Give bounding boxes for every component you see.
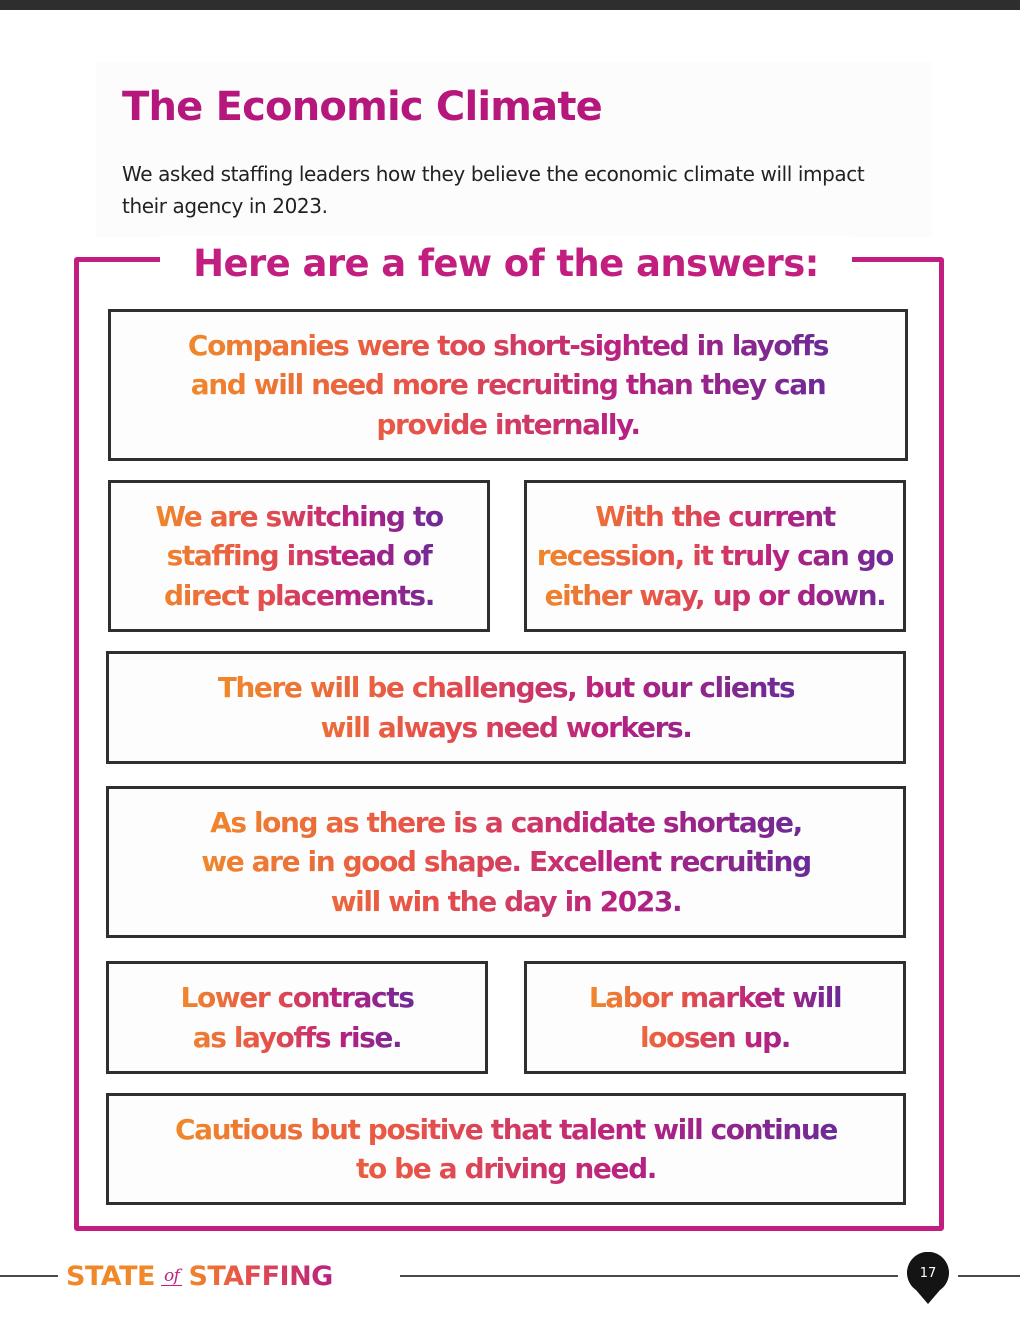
quote-line: will always need workers. — [320, 710, 692, 744]
answer-quote — [155, 497, 442, 616]
quote-line: We are switching to — [155, 499, 443, 533]
answer-quote — [175, 1110, 837, 1189]
answers-heading: Here are a few of the answers: — [193, 241, 819, 285]
quote-line: we are in good shape. Excellent recruiting — [201, 845, 811, 879]
quote-line: Lower contracts — [180, 981, 414, 1014]
answer-card-3 — [524, 480, 906, 632]
quote-line: loosen up. — [639, 1020, 791, 1054]
quote-line: Companies were too short-sighted in layoffs — [187, 328, 829, 362]
answer-card-6 — [106, 961, 488, 1074]
logo-word-of: of — [161, 1267, 183, 1286]
top-bar — [0, 0, 1020, 10]
intro-text: We asked staffing leaders how they believe the economic climate will impact their agency in 2023. — [122, 162, 865, 218]
quote-line: will win the day in 2023. — [330, 884, 682, 918]
answer-quote — [218, 668, 795, 747]
quote-line: recession, it truly can go — [536, 539, 894, 573]
quote-line: staffing instead of — [166, 539, 432, 573]
answer-card-8 — [106, 1093, 906, 1205]
quote-line: as layoffs rise. — [192, 1020, 402, 1054]
answer-quote — [181, 978, 414, 1057]
footer-rule-center — [400, 1275, 898, 1277]
answer-quote — [589, 978, 841, 1057]
quote-line: to be a driving need. — [355, 1152, 656, 1185]
answer-card-5 — [106, 786, 906, 938]
logo-word-staffing: STAFFING — [188, 1260, 333, 1292]
quote-line: With the current — [595, 499, 835, 533]
answer-card-2 — [108, 480, 490, 632]
answer-quote — [201, 803, 810, 922]
answer-quote — [188, 326, 828, 445]
page-number: 17 — [919, 1265, 937, 1281]
quote-line: provide internally. — [376, 407, 640, 441]
quote-line: Labor market will — [588, 981, 842, 1014]
footer-rule-left — [0, 1275, 58, 1277]
quote-line: either way, up or down. — [544, 578, 886, 612]
answer-card-7 — [524, 961, 906, 1074]
quote-line: Cautious but positive that talent will continue — [174, 1112, 838, 1146]
quote-line: direct placements. — [164, 578, 434, 612]
state-of-staffing-logo — [66, 1260, 333, 1292]
quote-line: As long as there is a candidate shortage, — [210, 805, 802, 839]
page-title: The Economic Climate — [122, 84, 603, 130]
footer-rule-right — [958, 1275, 1020, 1277]
answer-card-1 — [108, 309, 908, 461]
quote-line: and will need more recruiting than they can — [190, 368, 826, 402]
answer-card-4 — [106, 651, 906, 764]
answer-quote — [537, 497, 893, 616]
logo-word-state: STATE — [66, 1260, 155, 1292]
quote-line: There will be challenges, but our clients — [217, 671, 795, 704]
